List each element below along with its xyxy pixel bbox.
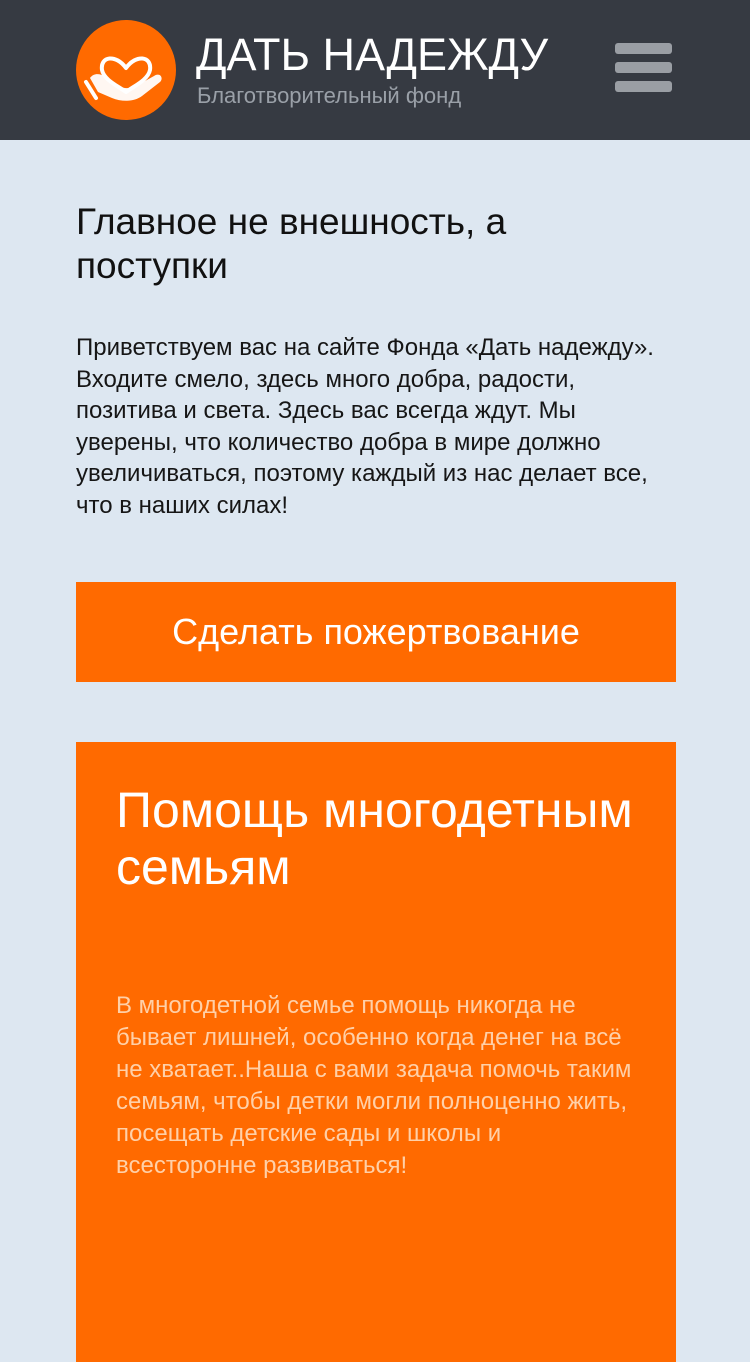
menu-bar bbox=[615, 81, 672, 92]
page-headline: Главное не внешность, а поступки bbox=[76, 201, 507, 286]
hamburger-menu-icon[interactable] bbox=[607, 36, 679, 100]
logo[interactable] bbox=[76, 20, 176, 120]
intro-paragraph: Приветствуем вас на сайте Фонда «Дать надежду». Входите смело, здесь много добра, радости, позитива и света. Здесь вас всегда ждут. Мы уверены, что количество добра в мире должно увеличиваться, поэтому каждый из нас делает все, что в наших силах! bbox=[76, 334, 654, 519]
site-header bbox=[0, 0, 750, 140]
help-large-families-card[interactable] bbox=[76, 742, 676, 1362]
site-title[interactable]: ДАТЬ НАДЕЖДУ bbox=[196, 29, 549, 80]
card-description: В многодетной семье помощь никогда не бывает лишней, особенно когда денег на всё не хватает..Наша с вами задача помочь таким семьям, чтобы детки могли полноценно жить, посещать детские сады и школы и всесторонне развиваться! bbox=[116, 992, 632, 1179]
donate-button[interactable]: Сделать пожертвование bbox=[76, 582, 676, 682]
card-title[interactable]: Помощь многодетным семьям bbox=[116, 782, 633, 895]
site-subtitle: Благотворительный фонд bbox=[197, 83, 462, 108]
menu-bar bbox=[615, 62, 672, 73]
heart-in-hands-icon bbox=[76, 20, 176, 120]
menu-bar bbox=[615, 43, 672, 54]
